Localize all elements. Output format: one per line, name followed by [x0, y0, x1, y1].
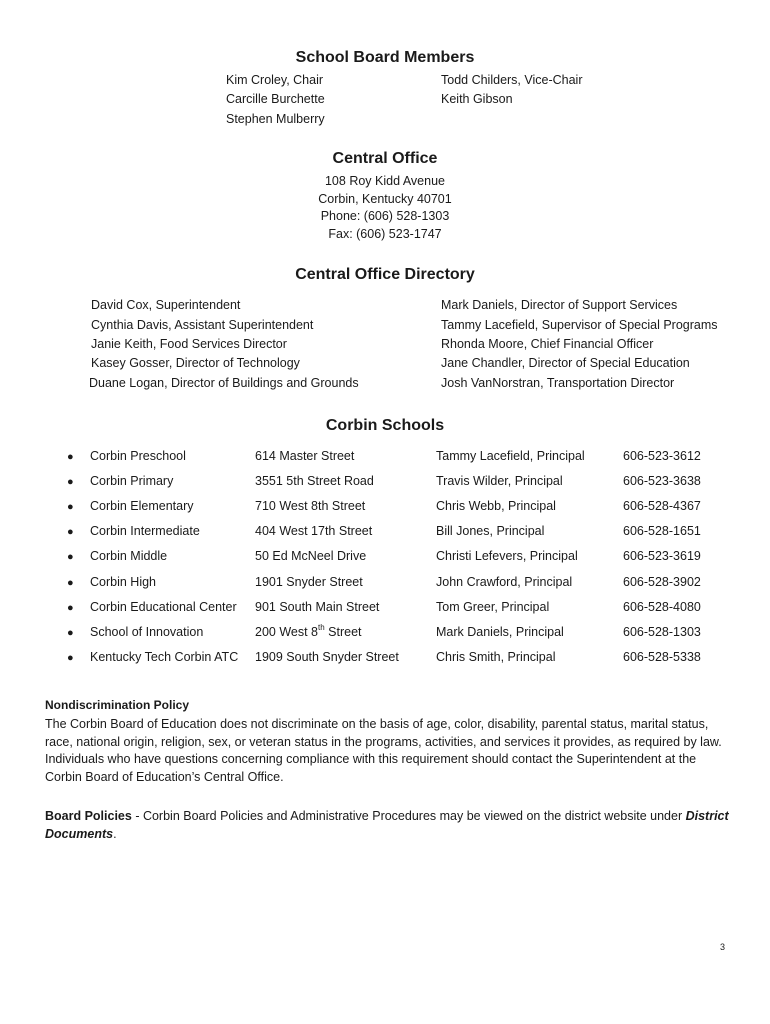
school-principal: Tom Greer, Principal: [436, 600, 550, 614]
school-name: Corbin Primary: [90, 474, 174, 488]
board-title: School Board Members: [295, 49, 475, 66]
school-name: Corbin High: [90, 575, 157, 589]
school-address: 1909 South Snyder Street: [255, 650, 399, 664]
school-principal: Mark Daniels, Principal: [436, 625, 564, 639]
central-office-phone: Phone: (606) 528-1303: [320, 209, 450, 223]
school-phone: 606-528-5338: [623, 650, 701, 664]
nondiscrimination-title: Nondiscrimination Policy: [45, 698, 190, 712]
bullet-icon: ●: [67, 627, 74, 639]
school-phone: 606-528-1303: [623, 625, 701, 639]
school-phone: 606-528-3902: [623, 575, 701, 589]
school-name: Corbin Elementary: [90, 499, 194, 513]
school-phone: 606-523-3619: [623, 549, 701, 563]
district-documents-link[interactable]: District Documents: [45, 809, 729, 841]
school-phone: 606-528-4080: [623, 600, 701, 614]
bullet-icon: ●: [67, 652, 74, 664]
school-name: Corbin Middle: [90, 549, 168, 563]
directory-entry: Rhonda Moore, Chief Financial Officer: [441, 337, 654, 351]
bullet-icon: ●: [67, 577, 74, 589]
board-policies: Board Policies - Corbin Board Policies and Administrative Procedures may be viewed on the district website under District Documents.: [45, 809, 729, 841]
page-number: 3: [720, 942, 726, 952]
school-address: 3551 5th Street Road: [255, 474, 374, 488]
central-office-city: Corbin, Kentucky 40701: [318, 192, 452, 206]
school-address: 200 West 8th Street: [255, 622, 362, 639]
school-phone: 606-528-1651: [623, 524, 701, 538]
directory-entry: Janie Keith, Food Services Director: [91, 337, 287, 351]
school-principal: John Crawford, Principal: [436, 575, 573, 589]
school-principal: Bill Jones, Principal: [436, 524, 545, 538]
bullet-icon: ●: [67, 551, 74, 563]
school-name: Corbin Preschool: [90, 449, 186, 463]
board-policies-label: Board Policies: [45, 809, 132, 823]
school-phone: 606-523-3638: [623, 474, 701, 488]
directory-entry: Josh VanNorstran, Transportation Director: [441, 376, 675, 390]
central-office-title: Central Office: [332, 150, 438, 167]
school-principal: Tammy Lacefield, Principal: [436, 449, 585, 463]
school-principal: Chris Webb, Principal: [436, 499, 556, 513]
bullet-icon: ●: [67, 526, 74, 538]
directory-entry: Jane Chandler, Director of Special Education: [441, 356, 690, 370]
board-member: Carcille Burchette: [226, 92, 325, 106]
school-name: Corbin Intermediate: [90, 524, 200, 538]
nondiscrimination-text: The Corbin Board of Education does not discriminate on the basis of age, color, disability, parental status, marital status, race, national origin, religion, sex, or veteran status in the programs, activities, and services it provides, as required by law. Individuals who have questions concerning compliance with this requirement should contact the Superintendent at the Corbin Board of Education’s Central Office.: [45, 717, 722, 784]
directory-entry: Mark Daniels, Director of Support Services: [441, 298, 678, 312]
schools-title: Corbin Schools: [325, 417, 445, 434]
school-name: School of Innovation: [90, 625, 204, 639]
school-address: 901 South Main Street: [255, 600, 380, 614]
school-name: Corbin Educational Center: [90, 600, 237, 614]
directory-title: Central Office Directory: [295, 266, 475, 283]
bullet-icon: ●: [67, 451, 74, 463]
bullet-icon: ●: [67, 501, 74, 513]
school-address: 1901 Snyder Street: [255, 575, 363, 589]
school-address: 614 Master Street: [255, 449, 355, 463]
school-address: 404 West 17th Street: [255, 524, 373, 538]
bullet-icon: ●: [67, 602, 74, 614]
school-phone: 606-523-3612: [623, 449, 701, 463]
school-address: 710 West 8th Street: [255, 499, 366, 513]
directory-entry: Tammy Lacefield, Supervisor of Special Programs: [441, 318, 718, 332]
directory-entry: Kasey Gosser, Director of Technology: [91, 356, 300, 370]
school-principal: Travis Wilder, Principal: [436, 474, 563, 488]
school-principal: Christi Lefevers, Principal: [436, 549, 578, 563]
central-office-address: 108 Roy Kidd Avenue: [324, 174, 445, 188]
directory-entry: Duane Logan, Director of Buildings and Grounds: [89, 376, 359, 390]
bullet-icon: ●: [67, 476, 74, 488]
school-phone: 606-528-4367: [623, 499, 701, 513]
directory-entry: Cynthia Davis, Assistant Superintendent: [91, 318, 314, 332]
board-member: Keith Gibson: [441, 92, 513, 106]
board-member: Todd Childers, Vice-Chair: [441, 73, 583, 87]
board-member: Stephen Mulberry: [226, 112, 325, 126]
school-name: Kentucky Tech Corbin ATC: [90, 650, 239, 664]
central-office-fax: Fax: (606) 523-1747: [328, 227, 442, 241]
school-principal: Chris Smith, Principal: [436, 650, 556, 664]
directory-entry: David Cox, Superintendent: [91, 298, 241, 312]
school-address: 50 Ed McNeel Drive: [255, 549, 367, 563]
board-member: Kim Croley, Chair: [226, 73, 324, 87]
